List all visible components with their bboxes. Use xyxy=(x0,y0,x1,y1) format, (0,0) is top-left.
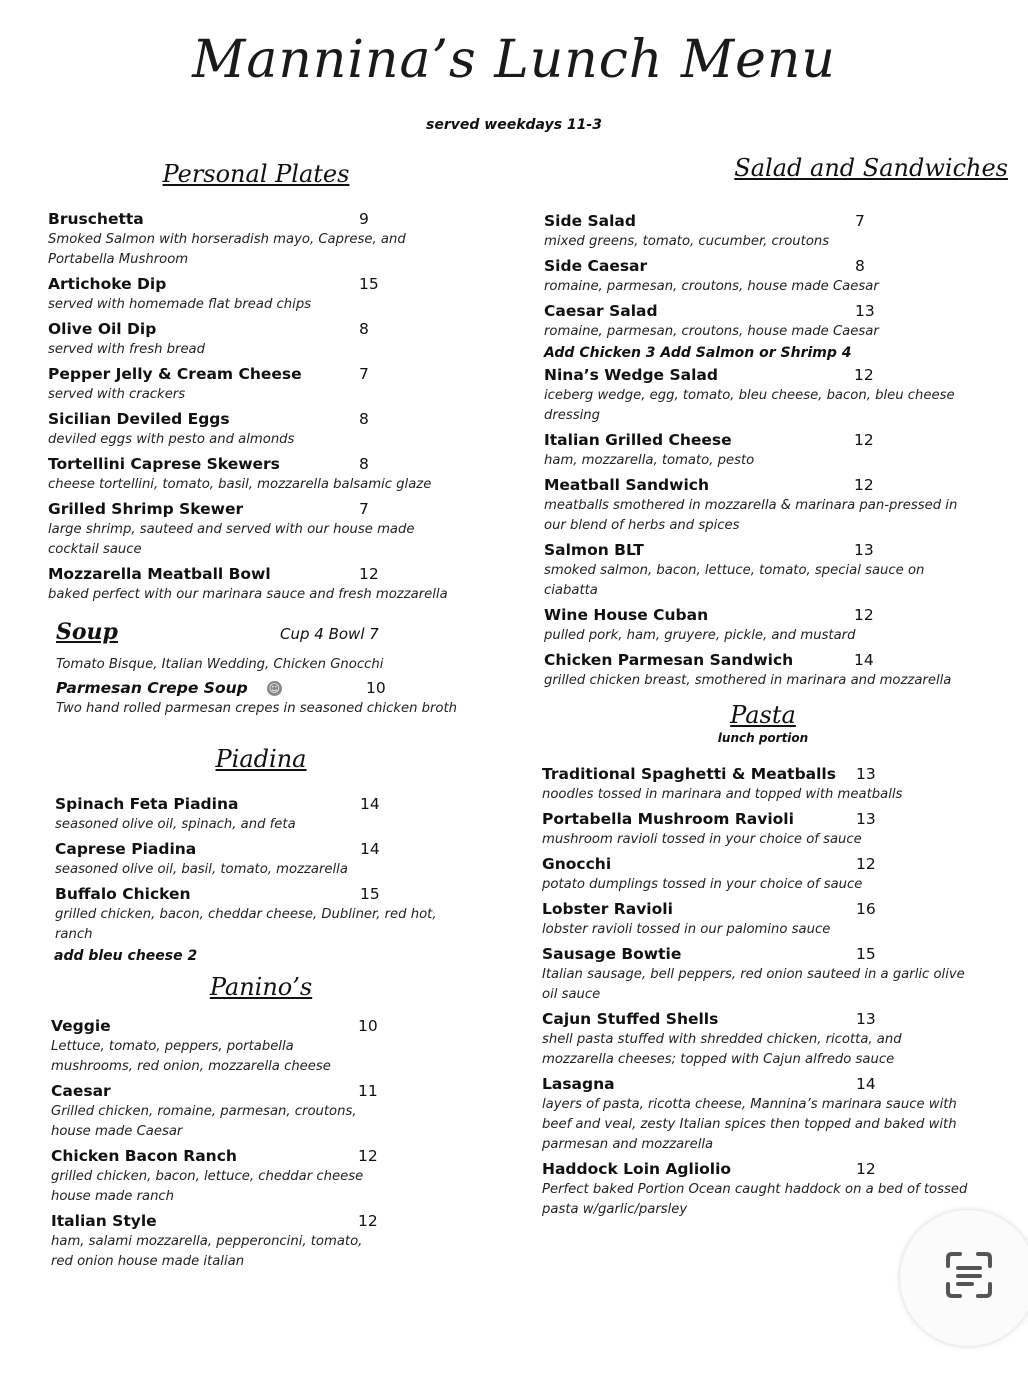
item-price: 12 xyxy=(856,855,876,873)
item-name: Portabella Mushroom Ravioli xyxy=(542,810,794,828)
item-description: meatballs smothered in mozzarella & marinara pan-pressed in our blend of herbs and spices xyxy=(544,498,958,533)
item-description: potato dumplings tossed in your choice of sauce xyxy=(542,877,863,892)
item-description: served with fresh bread xyxy=(48,342,206,357)
soup-desc: Tomato Bisque, Italian Wedding, Chicken Gnocchi xyxy=(56,657,384,672)
soup-item xyxy=(46,655,486,719)
item-price: 15 xyxy=(359,275,379,293)
menu-item xyxy=(46,1015,486,1077)
item-name: Sausage Bowtie xyxy=(542,945,682,963)
item-description: Italian sausage, bell peppers, red onion sauteed in a garlic olive oil sauce xyxy=(542,967,965,1002)
menu-item xyxy=(538,763,988,805)
item-price: 7 xyxy=(855,212,865,230)
item-description: served with homemade flat bread chips xyxy=(48,297,312,312)
item-description: layers of pasta, ricotta cheese, Mannina’s marinara sauce with beef and veal, zesty Italian spices then topped and baked with parmesan and mozzarella xyxy=(542,1097,957,1152)
item-name: Cajun Stuffed Shells xyxy=(542,1010,719,1028)
item-price: 13 xyxy=(856,810,876,828)
item-description: shell pasta stuffed with shredded chicken, ricotta, and mozzarella cheeses; topped with Cajun alfredo sauce xyxy=(542,1032,902,1067)
item-name: Italian Grilled Cheese xyxy=(544,431,732,449)
menu-item xyxy=(46,1080,486,1142)
item-description: grilled chicken, bacon, lettuce, cheddar cheese house made ranch xyxy=(51,1169,364,1204)
item-name: Lobster Ravioli xyxy=(542,900,673,918)
item-name: Side Salad xyxy=(544,212,636,230)
menu-item xyxy=(46,793,486,835)
item-price: 10 xyxy=(358,1017,378,1035)
item-description: deviled eggs with pesto and almonds xyxy=(48,432,295,447)
item-name: Italian Style xyxy=(51,1212,157,1230)
item-price: 9 xyxy=(359,210,369,228)
item-name: Caesar Salad xyxy=(544,302,658,320)
item-description: large shrimp, sauteed and served with our house made cocktail sauce xyxy=(48,522,415,557)
item-description: Smoked Salmon with horseradish mayo, Caprese, and Portabella Mushroom xyxy=(48,232,406,267)
menu-item xyxy=(46,408,486,450)
salads-heading: Salad and Sandwiches xyxy=(734,154,1008,182)
item-name: Olive Oil Dip xyxy=(48,320,157,338)
item-name: Bruschetta xyxy=(48,210,144,228)
scan-text-button[interactable] xyxy=(900,1210,1028,1346)
menu-item xyxy=(46,453,486,495)
item-description: Lettuce, tomato, peppers, portabella mushrooms, red onion, mozzarella cheese xyxy=(51,1039,331,1074)
item-price: 11 xyxy=(358,1082,378,1100)
item-description: baked perfect with our marinara sauce and fresh mozzarella xyxy=(48,587,448,602)
item-name: Spinach Feta Piadina xyxy=(55,795,239,813)
item-price: 12 xyxy=(854,431,874,449)
scan-text-icon xyxy=(944,1250,994,1300)
salads-addon: Add Chicken 3 Add Salmon or Shrimp 4 xyxy=(544,345,852,361)
item-price: 12 xyxy=(854,366,874,384)
item-price: 16 xyxy=(856,900,876,918)
item-description: romaine, parmesan, croutons, house made Caesar xyxy=(544,324,879,339)
item-name: Chicken Bacon Ranch xyxy=(51,1147,237,1165)
item-description: Perfect baked Portion Ocean caught haddock on a bed of tossed pasta w/garlic/parsley xyxy=(542,1182,968,1217)
item-price: 12 xyxy=(359,565,379,583)
soup-header xyxy=(46,619,486,651)
menu-item xyxy=(538,1158,988,1220)
item-description: lobster ravioli tossed in our palomino sauce xyxy=(542,922,831,937)
menu-item xyxy=(46,563,486,605)
menu-item xyxy=(46,498,486,560)
personal-plates-list xyxy=(46,208,486,605)
menu-item xyxy=(538,604,988,646)
item-name: Artichoke Dip xyxy=(48,275,167,293)
soup-special-desc: Two hand rolled parmesan crepes in seasoned chicken broth xyxy=(56,701,458,716)
item-name: Lasagna xyxy=(542,1075,615,1093)
menu-item xyxy=(46,208,486,270)
item-price: 8 xyxy=(855,257,865,275)
menu-item xyxy=(538,808,988,850)
item-name: Traditional Spaghetti & Meatballs xyxy=(542,765,836,783)
item-description: mixed greens, tomato, cucumber, croutons xyxy=(544,234,830,249)
item-description: pulled pork, ham, gruyere, pickle, and mustard xyxy=(544,628,856,643)
menu-item xyxy=(538,474,988,536)
item-name: Pepper Jelly & Cream Cheese xyxy=(48,365,302,383)
menu-item xyxy=(538,853,988,895)
item-name: Nina’s Wedge Salad xyxy=(544,366,718,384)
salads-list xyxy=(538,210,988,342)
item-name: Gnocchi xyxy=(542,855,612,873)
item-price: 14 xyxy=(360,840,380,858)
menu-item xyxy=(538,210,988,252)
item-description: cheese tortellini, tomato, basil, mozzarella balsamic glaze xyxy=(48,477,432,492)
item-description: grilled chicken, bacon, cheddar cheese, Dubliner, red hot, ranch xyxy=(55,907,437,942)
item-name: Sicilian Deviled Eggs xyxy=(48,410,230,428)
item-name: Caprese Piadina xyxy=(55,840,197,858)
item-name: Mozzarella Meatball Bowl xyxy=(48,565,271,583)
item-price: 14 xyxy=(854,651,874,669)
menu-item xyxy=(46,1210,486,1272)
item-price: 12 xyxy=(854,606,874,624)
item-name: Haddock Loin Agliolio xyxy=(542,1160,732,1178)
paninos-list xyxy=(46,1015,486,1272)
item-price: 8 xyxy=(359,455,369,473)
item-description: ham, salami mozzarella, pepperoncini, tomato, red onion house made italian xyxy=(51,1234,363,1269)
item-name: Chicken Parmesan Sandwich xyxy=(544,651,794,669)
menu-item xyxy=(538,649,988,691)
item-price: 7 xyxy=(359,365,369,383)
item-price: 13 xyxy=(856,765,876,783)
soup-special-name: Parmesan Crepe Soup xyxy=(56,679,248,697)
menu-item xyxy=(538,1008,988,1070)
item-description: seasoned olive oil, spinach, and feta xyxy=(55,817,296,832)
item-description: ham, mozzarella, tomato, pesto xyxy=(544,453,755,468)
item-price: 13 xyxy=(855,302,875,320)
menu-item xyxy=(538,300,988,342)
item-price: 12 xyxy=(358,1212,378,1230)
menu-item xyxy=(46,363,486,405)
item-description: grilled chicken breast, smothered in marinara and mozzarella xyxy=(544,673,952,688)
item-name: Tortellini Caprese Skewers xyxy=(48,455,280,473)
item-price: 15 xyxy=(856,945,876,963)
item-name: Side Caesar xyxy=(544,257,648,275)
item-price: 13 xyxy=(854,541,874,559)
item-description: Grilled chicken, romaine, parmesan, croutons, house made Caesar xyxy=(51,1104,357,1139)
piadina-addon: add bleu cheese 2 xyxy=(54,948,198,964)
paninos-heading: Panino’s xyxy=(209,973,313,1001)
soup-heading: Soup xyxy=(56,619,118,645)
item-name: Grilled Shrimp Skewer xyxy=(48,500,244,518)
item-description: noodles tossed in marinara and topped with meatballs xyxy=(542,787,903,802)
soup-special-price: 10 xyxy=(366,679,386,697)
item-name: Salmon BLT xyxy=(544,541,644,559)
item-price: 8 xyxy=(359,410,369,428)
menu-item xyxy=(46,273,486,315)
item-description: romaine, parmesan, croutons, house made Caesar xyxy=(544,279,879,294)
item-name: Veggie xyxy=(51,1017,111,1035)
item-description: iceberg wedge, egg, tomato, bleu cheese, bacon, bleu cheese dressing xyxy=(544,388,955,423)
menu-subtitle: served weekdays 11-3 xyxy=(426,117,602,133)
menu-item xyxy=(538,539,988,601)
item-name: Wine House Cuban xyxy=(544,606,709,624)
item-price: 14 xyxy=(360,795,380,813)
item-name: Caesar xyxy=(51,1082,111,1100)
item-name: Buffalo Chicken xyxy=(55,885,191,903)
personal-plates-heading: Personal Plates xyxy=(162,160,350,188)
item-description: served with crackers xyxy=(48,387,186,402)
menu-item xyxy=(46,318,486,360)
menu-item xyxy=(538,255,988,297)
item-description: mushroom ravioli tossed in your choice of sauce xyxy=(542,832,862,847)
menu-item xyxy=(538,364,988,426)
menu-item xyxy=(538,1073,988,1155)
menu-item xyxy=(538,943,988,1005)
item-price: 14 xyxy=(856,1075,876,1093)
smiley-icon: ☺ xyxy=(268,682,281,695)
menu-item xyxy=(538,898,988,940)
pasta-subheading: lunch portion xyxy=(717,731,809,745)
item-price: 12 xyxy=(854,476,874,494)
item-price: 12 xyxy=(358,1147,378,1165)
menu-item xyxy=(46,1145,486,1207)
soup-price: Cup 4 Bowl 7 xyxy=(280,625,379,643)
item-price: 12 xyxy=(856,1160,876,1178)
item-price: 15 xyxy=(360,885,380,903)
item-name: Meatball Sandwich xyxy=(544,476,709,494)
item-description: smoked salmon, bacon, lettuce, tomato, special sauce on ciabatta xyxy=(544,563,925,598)
menu-item xyxy=(46,883,486,945)
pasta-list xyxy=(538,763,988,1220)
item-price: 13 xyxy=(856,1010,876,1028)
menu-title: Mannina’s Lunch Menu xyxy=(192,30,836,90)
left-column xyxy=(46,160,486,1272)
salads-list-2 xyxy=(538,364,988,691)
item-description: seasoned olive oil, basil, tomato, mozzarella xyxy=(55,862,348,877)
menu-item xyxy=(538,429,988,471)
item-price: 8 xyxy=(359,320,369,338)
piadina-list xyxy=(46,793,486,945)
menu-item xyxy=(46,838,486,880)
piadina-heading: Piadina xyxy=(215,745,307,773)
item-price: 7 xyxy=(359,500,369,518)
pasta-heading: Pasta xyxy=(730,701,796,729)
right-column xyxy=(538,154,1008,1220)
